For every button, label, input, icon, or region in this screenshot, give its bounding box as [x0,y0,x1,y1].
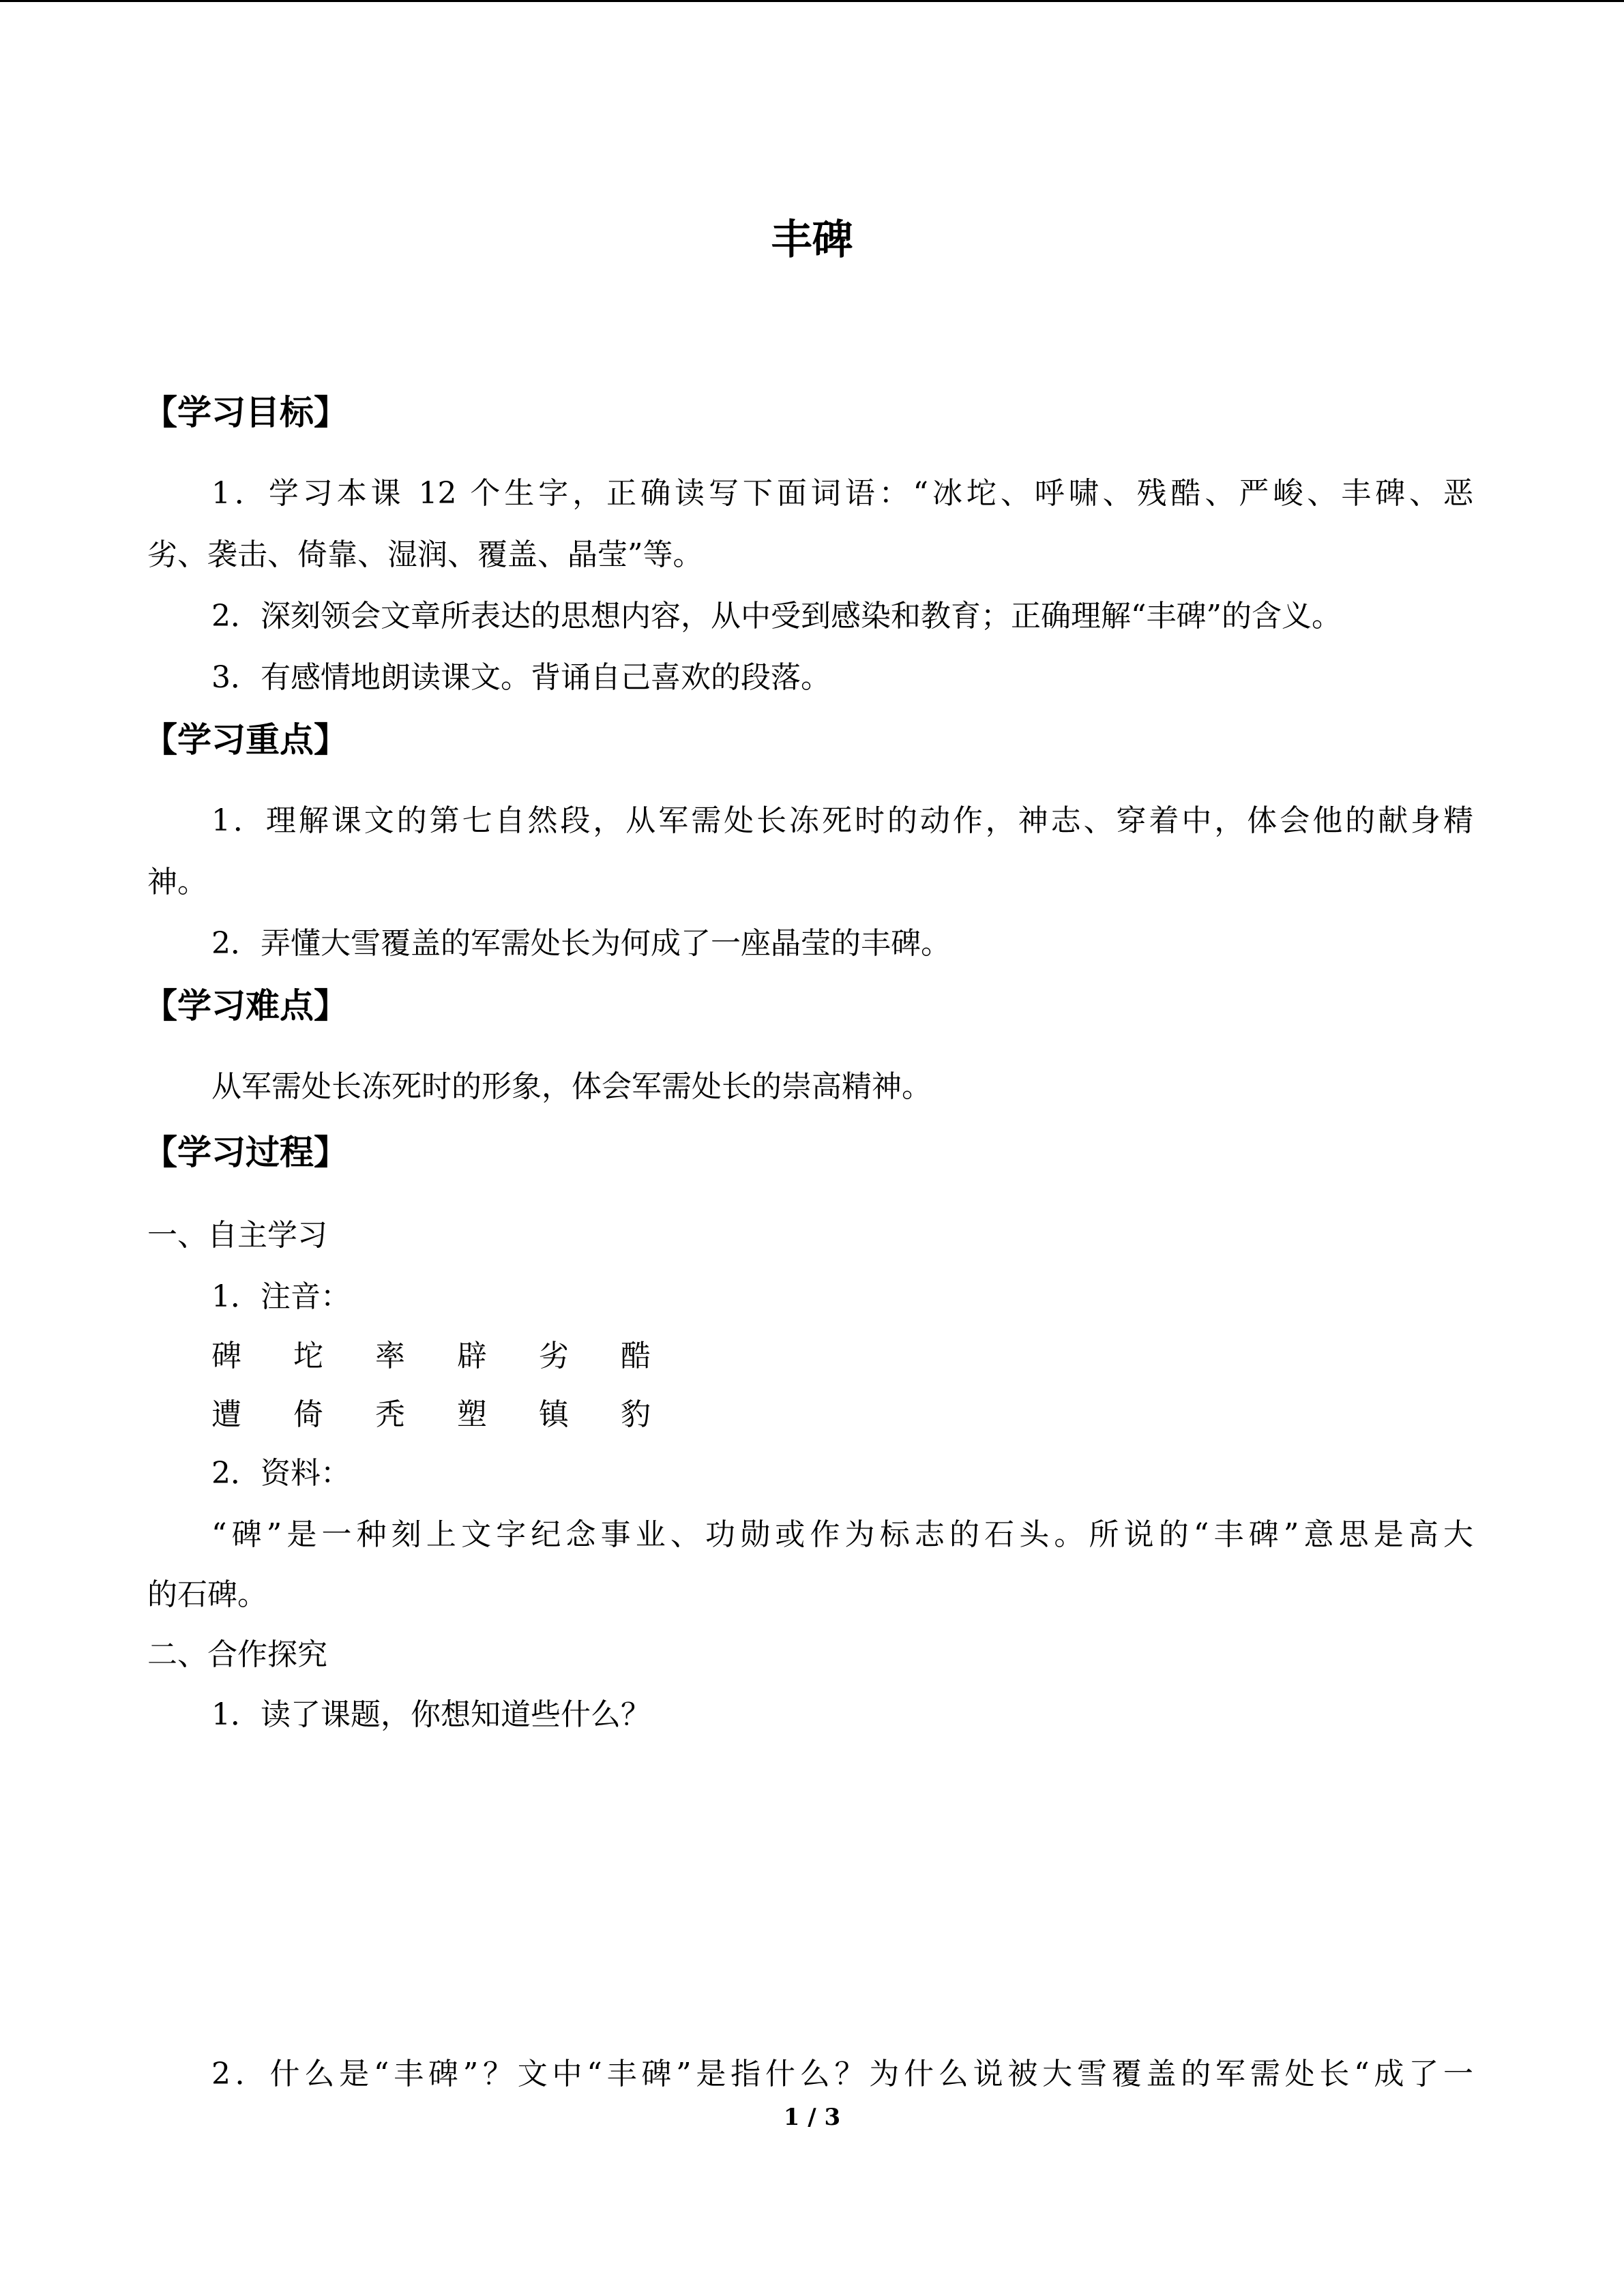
char-cell: 镇 [539,1397,569,1432]
goal-1-line-2: 劣、袭击、倚靠、湿润、覆盖、晶莹”等。 [147,537,703,572]
part-2-title: 二、合作探究 [147,1637,327,1672]
material-line-2: 的石碑。 [147,1577,267,1612]
char-cell: 塑 [457,1397,487,1432]
keypoint-2: 2．弄懂大雪覆盖的军需处长为何成了一座晶莹的丰碑。 [211,926,951,961]
question-1: 1．读了课题，你想知道些什么？ [211,1697,651,1732]
char-cell: 率 [375,1339,405,1373]
char-cell: 秃 [375,1397,405,1432]
char-cell: 碑 [211,1339,241,1373]
char-cell: 豹 [621,1397,651,1432]
char-cell: 酷 [621,1339,651,1373]
char-cell: 坨 [293,1339,323,1373]
goal-1-line-1: 1．学习本课 12 个生字，正确读写下面词语：“冰坨、呼啸、残酷、严峻、丰碑、恶 [211,476,1473,511]
phonetic-label: 1．注音： [211,1279,351,1314]
char-cell: 劣 [539,1339,569,1373]
material-line-1: “碑”是一种刻上文字纪念事业、功勋或作为标志的石头。所说的“丰碑”意思是高大 [211,1517,1473,1552]
phonetic-chars-row-1 [211,1326,703,1386]
difficulty-text: 从军需处长冻死时的形象，体会军需处长的崇高精神。 [211,1069,932,1104]
heading-key-points: 【学习重点】 [143,720,348,760]
keypoint-1-line-2: 神。 [147,865,207,899]
page-number: 1 / 3 [783,2104,841,2131]
keypoint-1-line-1: 1．理解课文的第七自然段，从军需处长冻死时的动作，神志、穿着中，体会他的献身精 [211,803,1473,838]
char-cell: 倚 [293,1397,323,1432]
heading-difficulties: 【学习难点】 [143,986,348,1026]
goal-3: 3．有感情地朗读课文。背诵自己喜欢的段落。 [211,660,831,695]
heading-learning-process: 【学习过程】 [143,1133,348,1172]
char-cell: 辟 [457,1339,487,1373]
heading-learning-goals: 【学习目标】 [143,393,348,432]
question-2-line-1: 2．什么是“丰碑”？文中“丰碑”是指什么？为什么说被大雪覆盖的军需处长“成了一 [211,2057,1473,2091]
top-border-line [0,0,1624,2]
phonetic-chars-row-2 [211,1385,703,1445]
material-label: 2．资料： [211,1456,351,1491]
goal-2: 2．深刻领会文章所表达的思想内容，从中受到感染和教育；正确理解“丰碑”的含义。 [211,599,1342,633]
page-title: 丰碑 [771,216,853,264]
part-1-title: 一、自主学习 [147,1218,327,1253]
char-cell: 遭 [211,1397,241,1432]
